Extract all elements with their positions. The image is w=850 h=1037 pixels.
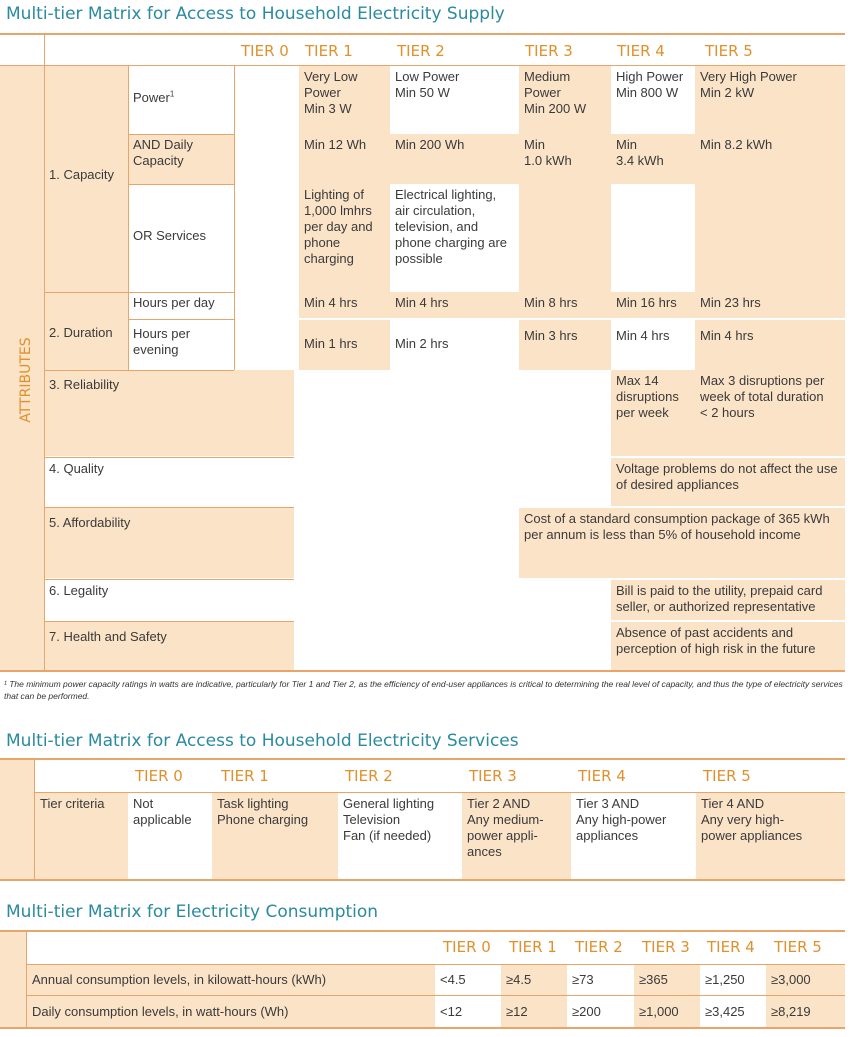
supply-bottom-rule <box>0 670 845 672</box>
quality-label: 4. Quality <box>44 458 294 506</box>
daily-c-tier-4: ≥3,425 <box>700 996 766 1027</box>
services-value-tier-4: Tier 3 AND Any high-power appliances <box>571 793 696 879</box>
rule <box>44 33 45 670</box>
services-label: OR Services <box>128 184 234 292</box>
services-value-tier-0: Not applicable <box>128 793 212 879</box>
power-tier-2: Low Power Min 50 W <box>390 66 519 134</box>
daily-tier-1: Min 12 Wh <box>299 134 390 184</box>
services-value-tier-3: Tier 2 AND Any medium- power appli- ances <box>462 793 571 879</box>
consumption-title: Multi-tier Matrix for Electricity Consumption <box>6 902 379 922</box>
annual-tier-5: ≥3,000 <box>766 965 845 995</box>
services-tier-4-empty <box>611 184 695 292</box>
legality-value: Bill is paid to the utility, prepaid card seller, or authorized representative <box>611 580 845 620</box>
supply-tier-4: TIER 4 <box>617 42 665 60</box>
services-tier-5-empty <box>695 184 845 292</box>
consumption-left-band <box>0 932 26 1028</box>
hours-day-tier-2: Min 4 hrs <box>390 292 519 318</box>
daily-capacity-label: AND Daily Capacity <box>128 134 234 184</box>
services-tier-3-empty <box>519 184 611 292</box>
consumption-tier-1: TIER 1 <box>509 938 557 956</box>
rule <box>44 579 294 580</box>
services-tier-2: Electrical lighting, air circulation, television, and phone charging are possible <box>390 184 519 292</box>
attributes-label: ATTRIBUTES <box>18 337 34 423</box>
daily-tier-0: <12 <box>435 996 501 1027</box>
legality-label: 6. Legality <box>44 580 294 620</box>
services-tier-3: TIER 3 <box>469 767 517 785</box>
daily-tier-4: Min 3.4 kWh <box>611 134 695 184</box>
services-tier-2: TIER 2 <box>345 767 393 785</box>
services-value-tier-2: General lighting Television Fan (if needed) <box>338 793 462 879</box>
daily-tier-2: Min 200 Wh <box>390 134 519 184</box>
services-tier-4: TIER 4 <box>578 767 626 785</box>
reliability-tier-5: Max 3 disruptions per week of total duration < 2 hours <box>695 370 845 456</box>
consumption-tier-4: TIER 4 <box>707 938 755 956</box>
hours-evening-tier-1: Min 1 hrs <box>299 320 390 370</box>
annual-tier-3: ≥365 <box>634 965 700 995</box>
hours-per-day-label: Hours per day <box>128 292 234 318</box>
reliability-tier-4: Max 14 disruptions per week <box>611 370 695 456</box>
tier-criteria-label: Tier criteria <box>35 793 128 879</box>
rule <box>128 134 234 135</box>
consumption-tier-3: TIER 3 <box>642 938 690 956</box>
daily-c-tier-1: ≥12 <box>501 996 567 1027</box>
supply-tier-1: TIER 1 <box>305 42 353 60</box>
daily-c-tier-2: ≥200 <box>567 996 634 1027</box>
services-tier-1: Lighting of 1,000 lmhrs per day and phone charging <box>299 184 390 292</box>
power-tier-4: High Power Min 800 W <box>611 66 695 134</box>
quality-value: Voltage problems do not affect the use of desired appliances <box>611 458 845 506</box>
capacity-label: 1. Capacity <box>49 167 115 182</box>
hours-evening-tier-3: Min 3 hrs <box>519 320 611 370</box>
affordability-value: Cost of a standard consumption package of 365 kWh per annum is less than 5% of household income <box>519 508 845 578</box>
power-label: Power$^1$ <box>128 66 234 134</box>
health-safety-label: 7. Health and Safety <box>49 629 167 644</box>
rule <box>44 621 294 622</box>
hours-day-tier-4: Min 16 hrs <box>611 292 695 318</box>
supply-title: Multi-tier Matrix for Access to Household Electricity Supply <box>6 4 505 24</box>
rule <box>44 370 234 371</box>
rule <box>128 319 234 320</box>
health-safety-value: Absence of past accidents and perception of high risk in the future <box>611 622 845 670</box>
daily-consumption-label: Daily consumption levels, in watt-hours (Wh) <box>27 996 435 1027</box>
supply-header-rule <box>0 65 845 66</box>
annual-tier-0: <4.5 <box>435 965 501 995</box>
annual-tier-4: ≥1,250 <box>700 965 766 995</box>
power-tier-1: Very Low Power Min 3 W <box>299 66 390 134</box>
services-value-tier-1: Task lighting Phone charging <box>212 793 338 879</box>
daily-c-tier-5: ≥8,219 <box>766 996 845 1027</box>
consumption-tier-2: TIER 2 <box>575 938 623 956</box>
duration-label: 2. Duration <box>49 325 113 340</box>
services-top-rule <box>0 758 845 760</box>
consumption-top-rule <box>0 930 845 932</box>
supply-tier-0: TIER 0 <box>241 42 289 60</box>
services-title: Multi-tier Matrix for Access to Household Electricity Services <box>6 731 519 751</box>
supply-tier-5: TIER 5 <box>705 42 753 60</box>
reliability-label: 3. Reliability <box>49 377 120 392</box>
rule <box>44 292 234 293</box>
footnote: ¹ The minimum power capacity ratings in watts are indicative, particularly for Tier 1 and Tier 2, as the efficiency of end-user appliances is critical to determining the real level of capacity, and thus the type of electricity services that can be performed. <box>4 679 843 701</box>
supply-top-rule <box>0 33 845 35</box>
consumption-tier-5: TIER 5 <box>774 938 822 956</box>
services-tier-5: TIER 5 <box>703 767 751 785</box>
rule <box>234 66 235 370</box>
annual-tier-1: ≥4.5 <box>501 965 567 995</box>
rule <box>44 457 294 458</box>
supply-tier-3: TIER 3 <box>525 42 573 60</box>
supply-tier-2: TIER 2 <box>397 42 445 60</box>
daily-tier-3: Min 1.0 kWh <box>519 134 611 184</box>
services-value-tier-5: Tier 4 AND Any very high- power appliances <box>696 793 845 879</box>
hours-day-tier-5: Min 23 hrs <box>695 292 845 318</box>
power-tier-3: Medium Power Min 200 W <box>519 66 611 134</box>
annual-consumption-label: Annual consumption levels, in kilowatt-hours (kWh) <box>27 965 435 995</box>
services-tier-1: TIER 1 <box>221 767 269 785</box>
services-left-band <box>0 760 34 880</box>
services-bottom-rule <box>0 879 845 881</box>
rule <box>128 66 129 370</box>
hours-day-tier-3: Min 8 hrs <box>519 292 611 318</box>
hours-per-evening-label: Hours per evening <box>128 320 234 370</box>
consumption-bottom-rule <box>0 1027 845 1029</box>
power-tier-5: Very High Power Min 2 kW <box>695 66 845 134</box>
daily-tier-5: Min 8.2 kWh <box>695 134 845 184</box>
hours-evening-tier-5: Min 4 hrs <box>695 320 845 370</box>
hours-evening-tier-4: Min 4 hrs <box>611 320 695 370</box>
hours-day-tier-1: Min 4 hrs <box>299 292 390 318</box>
consumption-tier-0: TIER 0 <box>443 938 491 956</box>
rule <box>128 184 234 185</box>
daily-c-tier-3: ≥1,000 <box>634 996 700 1027</box>
hours-evening-tier-2: Min 2 hrs <box>390 320 519 370</box>
services-tier-0: TIER 0 <box>135 767 183 785</box>
annual-tier-2: ≥73 <box>567 965 634 995</box>
affordability-label: 5. Affordability <box>49 515 131 530</box>
rule <box>44 507 294 508</box>
